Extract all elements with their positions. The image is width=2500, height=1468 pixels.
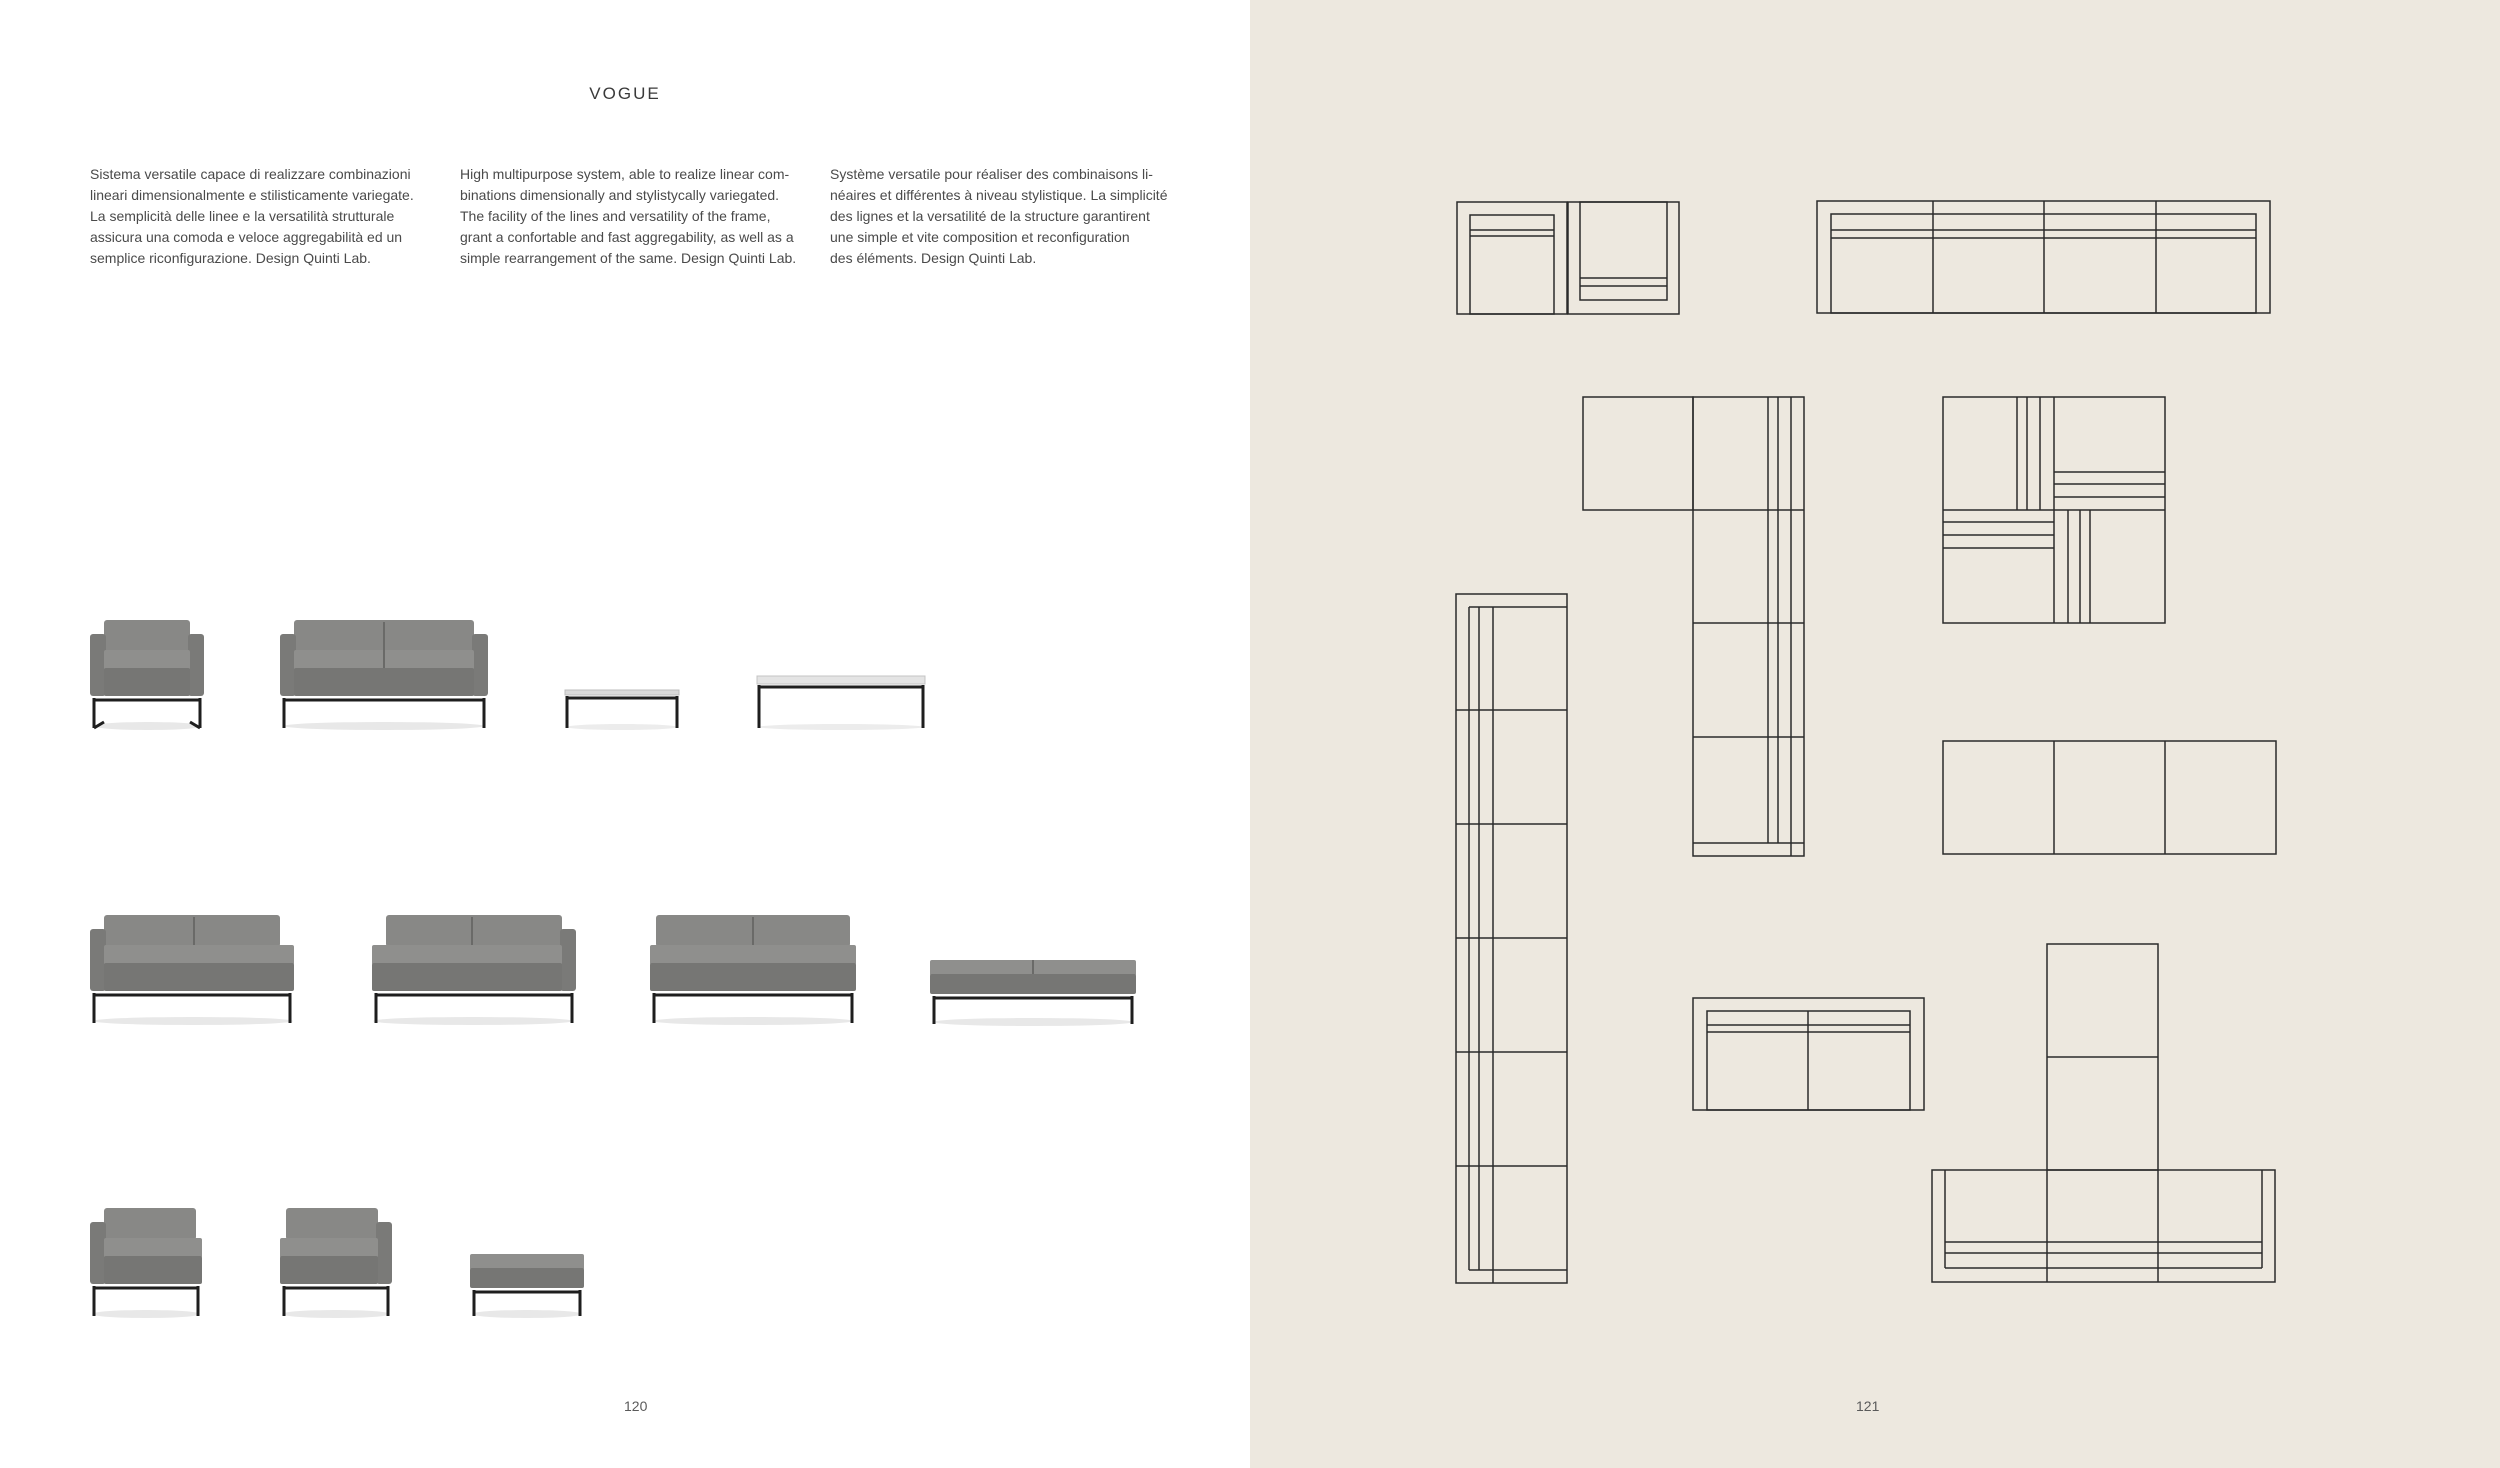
plan-t-shaped-sofa [1932, 944, 2275, 1282]
plan-bench-three [1943, 741, 2276, 854]
page-number-left: 120 [624, 1398, 648, 1414]
text-line: La semplicità delle linee e la versatilità strutturale [90, 208, 395, 224]
text-line: une simple et vite composition et reconfiguration [830, 229, 1130, 245]
text-line: grant a confortable and fast aggregability, as well as a [460, 229, 794, 245]
bench-image [930, 958, 1136, 1026]
pouf-image [470, 1252, 584, 1318]
text-line: néaires et différentes à niveau stylistique. La simplicité [830, 187, 1168, 203]
right-arm-chair-image [280, 1208, 392, 1318]
text-column-italian [90, 164, 420, 269]
left-arm-chair-image [90, 1208, 202, 1318]
text-line: lineari dimensionalmente e stilisticamente variegate. [90, 187, 414, 203]
plan-armchairs-pair [1457, 202, 1679, 314]
two-seat-sofa-image [280, 620, 488, 730]
page-title: VOGUE [589, 84, 661, 103]
text-line: assicura una comoda e veloce aggregabilità ed un [90, 229, 403, 245]
plan-pinwheel-sofa [1943, 397, 2165, 623]
text-line: semplice riconfigurazione. Design Quinti Lab. [90, 250, 371, 266]
right-page [1250, 0, 2500, 1468]
plan-two-seat-sofa [1693, 998, 1924, 1110]
plan-l-shaped-sofa [1583, 397, 1804, 856]
text-column-french [830, 164, 1168, 269]
plan-four-seat-sofa [1817, 201, 2270, 313]
text-line: Système versatile pour réaliser des combinaisons li- [830, 166, 1153, 182]
text-line: des lignes et la versatilité de la structure garantirent [830, 208, 1150, 224]
text-line: Sistema versatile capace di realizzare combinazioni [90, 166, 411, 182]
left-arm-sofa-image [90, 915, 296, 1025]
text-line: simple rearrangement of the same. Design Quinti Lab. [460, 250, 797, 266]
plan-long-vertical-sofa [1456, 594, 1567, 1283]
small-coffee-table-image [565, 690, 679, 730]
text-line: The facility of the lines and versatility of the frame, [460, 208, 771, 224]
page-number-right: 121 [1856, 1398, 1880, 1414]
large-coffee-table-image [757, 676, 925, 730]
text-line: binations dimensionally and stylistycally variegated. [460, 187, 780, 203]
armless-sofa-image [650, 915, 856, 1025]
armchair-image [90, 620, 204, 730]
text-line: des éléments. Design Quinti Lab. [830, 250, 1037, 266]
text-column-english [460, 164, 797, 269]
floor-plan-drawings [1250, 0, 2500, 1468]
right-arm-sofa-image [370, 915, 576, 1025]
text-line: High multipurpose system, able to realize linear com- [460, 166, 790, 182]
